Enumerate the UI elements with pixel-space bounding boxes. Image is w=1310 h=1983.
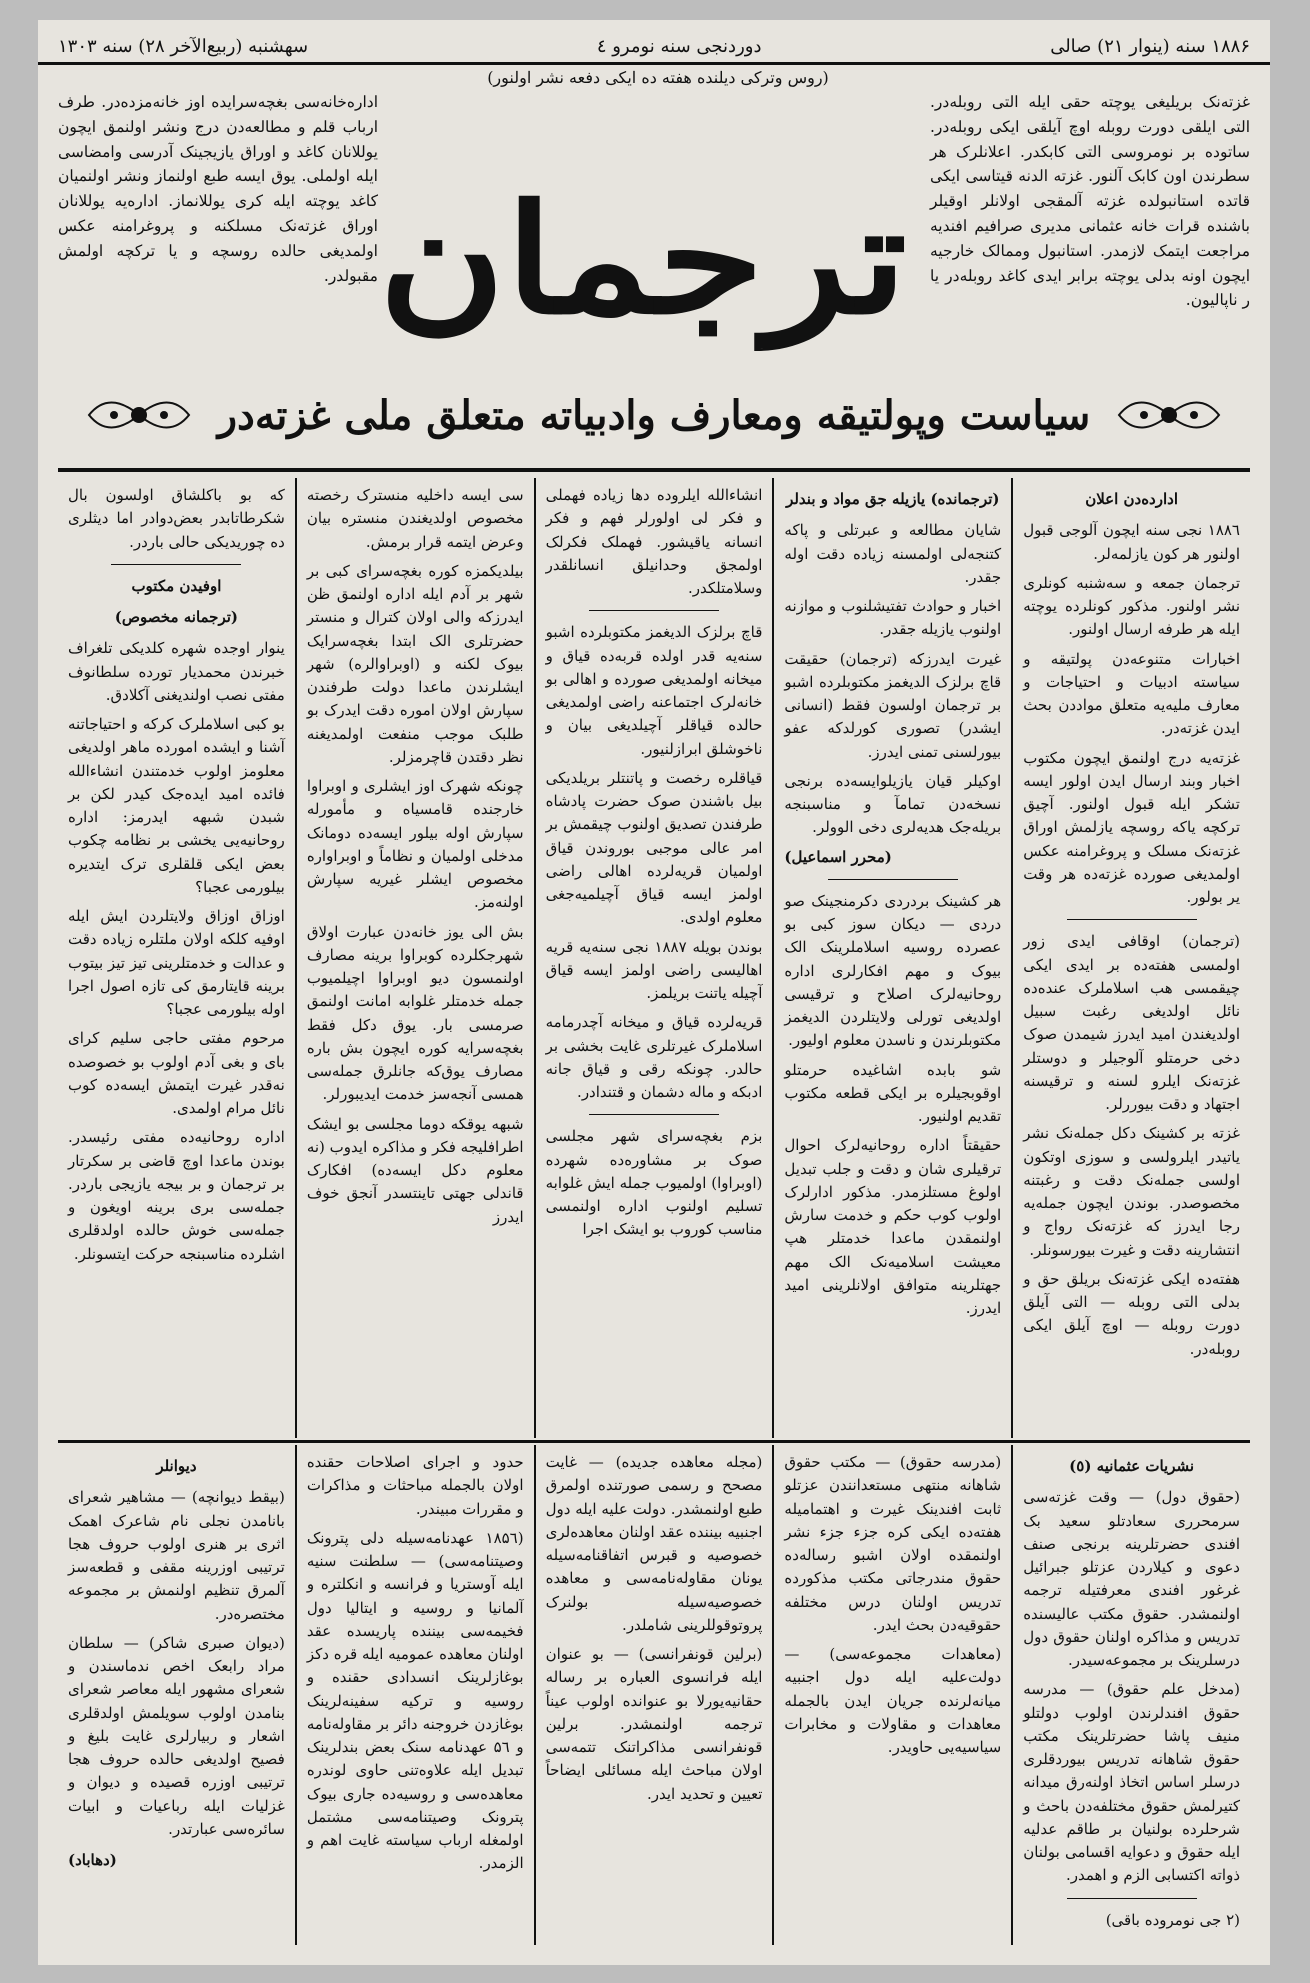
paragraph: اداره روحانیه‌ده مفتی رئیسدر. بوندن ماعدا اوچ قاضی بر سکرتار بر ترجمان و بر بیجه یازیجی باردر. جمله‌سی بری برینه اویغون و جمله‌سی خوش حالده اولدقلری اشلرده مناسبنجه حرکت ایتسونلر. (68, 1128, 285, 1263)
paragraph: غزته‌یه درج اولنمق ایچون مکتوب اخبار وبند ارسال ایدن اولور ایسه تشکر ایله قبول اولنور. آچیق ترکچه یاکه روسچه یازلمش اوراق غزته‌نک مسلک و پروغرامنه عکس اولمدیغی صورده غزته‌ده هر وقت یر بولور. (1023, 748, 1240, 906)
paragraph: چونکه شهرک اوز ایشلری و اوبراوا خارجنده قامسیاه و مأمورله سپارش اوله بیلور ایسه‌ده دومانک مدخلی اولمیان و نظاماً و اوبراواره مخصوص ایشلر غیریه سپارش اولنه‌مز. (306, 777, 524, 912)
column-4 (295, 478, 534, 1438)
paragraph: بش الی یوز خانه‌دن عبارت اولاق شهرجکلرده کوبراوا برینه مصارف اولنمسون دیو اوبراوا اچیلمیوب جمله خدمتلر غلوابه امانت اولنمق صرمسی بار. یوق دکل فقط بغچه‌سرایه کوره ایچون بش باره مصارف یوق‌که جانلرق جمله‌سی همسی آنجه‌سز خدمت ایدیبورلر. (306, 922, 524, 1104)
paragraph: (ترجمان) اوقافی ایدی زور اولمسی هفته‌ده بر ایدی ایکی چیقمسی هب اسلاملرک عنده‌ده نائل اولدیغی رغبت سبیل اولدیغندن امید ایدرز شیمدن صوک دخی حرمتلو آلوجیلر و دوستلر غزته‌نک ایلرو لسنه و ترقیسنه اجتهاد و دقت بیوررلر. (1023, 932, 1240, 1113)
paragraph: هفته‌ده ایکی غزته‌نک بریلق حق و بدلی التی روبله — التی آیلق دورت روبله — اوچ آیلق ایکی روبله‌در. (1023, 1269, 1240, 1358)
paragraph: شبهه یوقکه دوما مجلسی بو ایشک اطرافلیجه فکر و مذاکره ایدوب (نه معلوم دکل ایسه‌ده) افکارک قاندلی جهتی تاینتسدر آنجق خوف ایدرز (306, 1114, 524, 1226)
column-heading: (ترجمانده) یازیله جق مواد و بندلر (786, 490, 1000, 508)
paragraph: (معاهدات مجموعه‌سی) — دولت‌علیه ایله دول اجنبیه میانه‌لرنده جریان ایدن بالجمله معاهدات و مقاولات و مخابرات سیاسیه‌یی حاویدر. (784, 1645, 1002, 1756)
dateline-left: سهشنبه (ربیع‌الآخر ۲۸) سنه ۱۳۰۳ (58, 35, 309, 57)
paragraph: غیرت ایدرزکه (ترجمان) حقیقت قاچ برلزک الدیغمز مکتوبلرده اشبو بر ترجمان اولسون فقط (انسانی ایشدر) تصوری کورلدکه عفو بیورلسنی تمنی ایدرز. (784, 649, 1002, 761)
paragraph: اخبار و حوادث تفتیشلنوب و موازنه اولنوب یازیله جقدر. (784, 597, 1002, 639)
dateline-right: ۱۸۸۶ سنه (ینوار ۲۱) صالی (1050, 35, 1250, 57)
left-ornament-icon (84, 385, 194, 445)
column-5 (58, 478, 295, 1438)
paragraph: هر کشینک بردردی دکرمنجینک صو دردی — دیکان سوز کبی بو عصرده روسیه اسلاملرینک الک بیوک و مهم افکارلری اداره روحانیه‌لرک اصلاح و ترقیسی اولدیغی تورلی ولایتلردن الدیغمز مکتوبلرندن و ناسدن معلوم اولیور. (784, 891, 1002, 1050)
column-1 (1011, 478, 1250, 1438)
paragraph: غزته بر کشینک دکل جمله‌نک نشر یاتیدر ایلرولسی و سوزی اوتکون اولسی جمله‌نک دقت و رغبتنه مخصوصدر. بوندن ایچون جمله‌یه رجا ایدرز که غزته‌نک رواج و انتشارینه دقت و غیرت بیورسونلر. (1023, 1124, 1240, 1259)
divider (111, 564, 241, 565)
paragraph: (حقوق دول) — وقت غزته‌سی سرمحرری سعادتلو سعید بک افندی حضرتلرینه برنجی صنف دعوی و کیلاردن عزتلو جبرائیل غرغور افندی معرفتیله ترجمه اولنمشدر. حقوق مکتب عالیسنده تدریس و مذاکره اولنان حقوق دول درسلرینک بر مجموعه‌سیدر. (1023, 1488, 1240, 1669)
divider (1067, 919, 1197, 920)
paragraph: ترجمان جمعه و سه‌شنبه کونلری نشر اولنور. مذکور کونلرده یوچته ایله هر طرفه ارسال اولنور. (1023, 573, 1240, 639)
bottom-column-1 (1011, 1445, 1250, 1945)
paragraph: (مدرسه حقوق) — مکتب حقوق شاهانه منتهی مستعدانندن عزتلو ثابت افندینک غیرت و اهتمامیله هفته‌ده ایکی کره جزء جزء نشر اولنمقده اولان اشبو رساله‌ده حقوق مندرجاتی مکتب مذکورده تدریس اولنان درس مختلفه حقوقیه‌دن بحث ایدر. (784, 1453, 1002, 1634)
paragraph: بوندن بویله ۱۸۸۷ نجی سنه‌یه قریه اهالیسی راضی اولمز ایسه قیاق آچیله یاتنت بریلمز. (545, 937, 763, 1002)
subscription-info: غزته‌نک بریلیغی یوچته حقی ایله التی روبله‌در. التی ایلقی دورت روبله اوچ آیلقی ایکی روبله‌در. ساتوده بر نومروسی التی کابکدر. اعلانلرک هر سطرندن اون کابک آلنور. غزته الدنه قیتاسی ایکی قاتده استانبولده غزته آلمقجی اولانلر اوقیلر باشنده قرات خانه عثمانی مدیری صرافیم افندیه مراجعت ایتمک لازمدر. استانبول وممالک خارجیه ایچون اونه بدلی یوچته برابر ایدی کاغد روبله‌در یا ر ناپالیون. (930, 93, 1250, 310)
column-heading: نشریات عثمانیه (٥) (1069, 1457, 1195, 1475)
paragraph: قاچ برلزک الدیغمز مکتوبلرده اشبو سنه‌یه قدر اولده قربه‌ده قیاق و میخانه اولمدیغی صورده و اهالی بو خانه‌لرک اجتماعنه راضی اولمدیغی حالده قیاقلر آچیلدیغی بیان و ناخوشلق ابرازلنیور. (545, 623, 763, 758)
bottom-columns (58, 1445, 1250, 1945)
paragraph: حقیقتاً اداره روحانیه‌لرک احوال ترقیلری شان و دقت و جلب تبدیل اولوغ مستلزمدر. مذکور ادارلرک اولوب کوب حکم و خدمت سارش اولنمقدن ماعدا خدمتلر هپ معیشت اسلامیه‌نک الک مهم جهتلرینه متوافق اولانلرینی امید ایدرز. (784, 1136, 1002, 1317)
section-rule (58, 1440, 1250, 1443)
paragraph: بیلدیکمزه کوره بغچه‌سرای کبی بر شهر بر آدم ایله اداره اولنمق ظن ایدرزکه والی اولان کترال و منستر حضرتلری الک ابتدا بغچه‌سرایک بیوک لکنه و (اوبراوالره) شهر ایشلرندن ماعدا دولت طرفندن سپارش اولان اموره دقت ایدرک بو طلبک موجب منفعت اولمدیغنه نظر دقتدن قاچرمزلر. (306, 561, 524, 766)
column-2 (772, 478, 1011, 1438)
paragraph: (برلین قونفرانسی) — بو عنوان ایله فرانسوی العباره بر رساله حقانیه‌یورلا بو عنوانده اولوب عیناً ترجمه اولنمشدر. برلین قونفرانسی مذاکراتنک تتمه‌سی اولان مباحث ایله مسائلی ایضاحاً تعیین و تحدید ایدر. (545, 1645, 763, 1803)
paragraph: (مجله معاهده جدیده) — غایت مصحح و رسمی صورتنده اولمرق طبع اولنمشدر. دولت علیه ایله دول اجنبیه بیننده عقد اولنان معاهده‌لری خصوصیه و قبرس اتفاقنامه‌سیله یونان مقاوله‌نامه‌سی و معاهده خصوصیه‌سیله بولنرک پروتوقوللرینی شاملدر. (545, 1453, 763, 1634)
divider (828, 879, 958, 880)
paragraph: (دیوان صبری شاکر) — سلطان مراد رابعک اخص ندماسندن و شعرای مشهور ایله معاصر شعرای بنامدن اولوب سویلمش اولدقلری اشعار و ربیارلری غایت بلیغ و فصیح اولدیغی حالده حروف هجا ترتیبی اوزره قصیده و دیوان و غزلیات ایله رباعیات و ابیات سائره‌سی عبارتدر. (68, 1633, 285, 1838)
paragraph: که بو باکلشاق اولسون بال شکرطاتابدر بعض‌دوادر اما دیثلری ده چوریدیکی حالی باردر. (68, 486, 285, 551)
column-3 (534, 478, 773, 1438)
newspaper-page (38, 20, 1270, 1965)
column-heading: دیوانلر (156, 1457, 197, 1475)
main-columns (58, 478, 1250, 1438)
editorial-office-info: اداره‌خانه‌سی بغچه‌سرایده اوز خانه‌مزده‌در. طرف ارباب قلم و مطالعه‌دن درج ونشر اولنمق ایچون یوللانان کاغد و اوراق یازیجینک آدرسی وامضاسی ایله اولملی. یوق ایسه طبع اولنماز ونشر اولنمیان کاغد یوچته ایله کری یوللانماز. اداره‌یه یوللانان اوراق غزته‌نک مسلکنه و پروغرامنه عکس اولمدیغی حالده روسچه و یا ترکچه اولمش مقبولدر. (58, 93, 378, 285)
bottom-column-2 (772, 1445, 1011, 1945)
paragraph: بزم بغچه‌سرای شهر مجلسی صوک بر مشاوره‌ده شهرده (اوبراوا) اولمیوب جمله ایش غلوابه تسلیم اولنوب اداره اولنمسی مناسب کوروب بو ایشک اجرا (545, 1127, 763, 1239)
paragraph: اوزاق اوزاق ولایتلردن ایش ایله اوفیه کلکه اولان ملتلره زیاده دقت و عدالت و خدمتلرینی تیز تیز بیتوب برینه قایتارمق کی تازه اصول اجرا اوله بیلورمی عجبا؟ (68, 907, 285, 1018)
paragraph: شو بابده اشاغیده حرمتلو اوقوبجیلره بر ایکی قطعه مکتوب تقدیم اولنیور. (784, 1060, 1002, 1125)
right-ornament-icon (1114, 385, 1224, 445)
letter-subheading: (ترجمانه مخصوص) (114, 608, 239, 626)
paragraph: شایان مطالعه و عبرتلی و پاکه کتنجه‌لی اولمسنه زیاده دقت اوله جقدر. (784, 521, 1002, 586)
paragraph: ینوار اوجده شهره کلدیکی تلغراف خبرندن محمدیار تورده سلطانوف مفتی نصب اولندیغنی آکلادق. (68, 639, 285, 704)
tagline-band (118, 375, 1190, 455)
paragraph: (بیقط دیوانچه) — مشاهیر شعرای بانامدن نجلی نام شاعرک اهمک اثری بر هنری اولوب حروف هجا ترتیبی اوزرینه مقفی و قطعه‌سز آلمرق تنظیم اولنمش بر مجموعه مختصره‌در. (68, 1488, 285, 1623)
paragraph: مرحوم مفتی حاجی سلیم کرای بای و بغی آدم اولوب بو خصوصده نه‌قدر غیرت ایتمش ایسه‌ده کوب نائل مرام اولمدی. (68, 1029, 285, 1117)
paragraph: اخبارات متنوعه‌دن پولتیقه و سیاسته ادبیات و احتیاجات و معارف ملیه‌یه متعلق مواددن بحث ایدن غزته‌در. (1023, 649, 1240, 738)
masthead (378, 140, 908, 380)
divider (589, 1114, 719, 1115)
signoff: (دهاباد) (68, 1851, 117, 1869)
paragraph: (۱۸۵٦ عهدنامه‌سیله دلی پترونک وصیتنامه‌سی) — سلطنت سنیه ایله آوستریا و فرانسه و انکلتره و آلمانیا و روسیه و ایتالیا دول فخیمه‌سی بیننده پاریسده عقد اولنان معاهده عمومیه ایله قره دکز بوغازلرینک انسدادی حقنده و روسیه و ترکیه سفینه‌لرینک بوغازدن خروجنه دائر بر مقاوله‌نامه و ۵٦ عهدنامه سنک بعض بندلرینک تبدیل ایله علاوه‌تنی حاوی لوندره معاهده‌سی و روسیه‌ده جاری بیوک پترونک وصیتنامه‌سی مشتمل اولمغله ارباب سیاسته غایت اهم و الزمدر. (306, 1528, 524, 1873)
top-rule (38, 62, 1270, 65)
paragraph: حدود و اجرای اصلاحات حقنده اولان بالجمله مباحثات و مذاکرات و مقررات مبیندر. (306, 1453, 524, 1518)
divider (589, 610, 719, 611)
publication-note: (روس وترکی دیلنده هفته ده ایکی دفعه نشر اولنور) (487, 68, 829, 87)
paragraph: انشاءالله ایلروده دها زیاده فهملی و فکر لی اولورلر فهم و فکر انسانه یاقیشور. فهملک فکرلک اولمجق وحدانیلق انسانلقدر وسلامتلکدر. (545, 486, 763, 597)
paragraph: اوکیلر قیان یازیلوایسه‌ده برنجی نسخه‌دن تمامآ و مناسبنجه بریله‌جک هدیه‌لری دخی الوولر. (784, 771, 1002, 837)
continued-note: (۲ جی نومروده باقی) (1105, 1910, 1240, 1929)
column-heading: ادارده‌دن اعلان (1085, 490, 1178, 508)
author-signature: (محرر اسماعیل) (784, 847, 892, 866)
tagline: سیاست وپولتیقه ومعارف وادبیاته متعلق ملی غزته‌در (217, 391, 1091, 439)
bottom-column-3 (534, 1445, 773, 1945)
paragraph: ۱۸۸٦ نجی سنه ایچون آلوجی قبول اولنور هر کون یازلمه‌لر. (1023, 521, 1240, 563)
paragraph: قریه‌لرده قیاق و میخانه آچدرمامه اسلاملرک غیرتلری غایت بخشی بر حالدر. چونکه رقی و قیاق جانه ادبکه و ماله دشمان و قتندادر. (545, 1013, 763, 1101)
paragraph: بو کبی اسلاملرک کرکه و احتیاجاتنه آشنا و ایشده امورده ماهر اولدیغی معلومز اولوب خدمتندن انشاءالله فائده امید ایده‌جک کیدر لکن بر شبدن شبهه ایدرمز: اداره روحانیه‌یی یخشی بر نظامه چکوب بعض ایکی قلقلری ترک ایتدیره بیلورمی عجبا؟ (68, 715, 285, 896)
dateline (58, 30, 1250, 62)
letter-heading: اوفیدن مکتوب (131, 576, 222, 595)
paragraph: قیاقلره رخصت و پاتنتلر بریلدیکی بیل باشندن صوک حضرت پادشاه طرفندن تصدیق اولنوب چیقمش بر امر عالی موجبی بوروندن قیاق اولمیان قریه‌لرده اهالی راضی اولمز ایسه قیاق آچیلمیه‌جغی معلوم اولدی. (545, 768, 763, 927)
paragraph: (مدخل علم حقوق) — مدرسه حقوق افندلرندن اولوب دولتلو منیف پاشا حضرتلرینک مکتب حقوق شاهانه تدریس بیوردقلری درسلر اساس اتخاذ اولنه‌رق میدانه کتیرلمش حقوق مختلفه‌دن باحث و شرحلرده بولنیان بر طاقم عدلیه ایله حقوق و دعوایه اقسامی بولنان ذواته اکتسابی الزم و اهمدر. (1023, 1680, 1240, 1885)
dateline-center: دوردنجی سنه نومرو ٤ (596, 35, 762, 57)
header-rule (58, 468, 1250, 472)
bottom-column-5 (58, 1445, 295, 1945)
divider (1067, 1898, 1197, 1899)
paragraph: سی ایسه داخلیه منسترک رخصته مخصوص اولدیغندن منستره بیان وعرض ایتمه قرار برمش. (306, 486, 524, 551)
bottom-column-4 (295, 1445, 534, 1945)
masthead-title: ترجمان (378, 172, 908, 348)
